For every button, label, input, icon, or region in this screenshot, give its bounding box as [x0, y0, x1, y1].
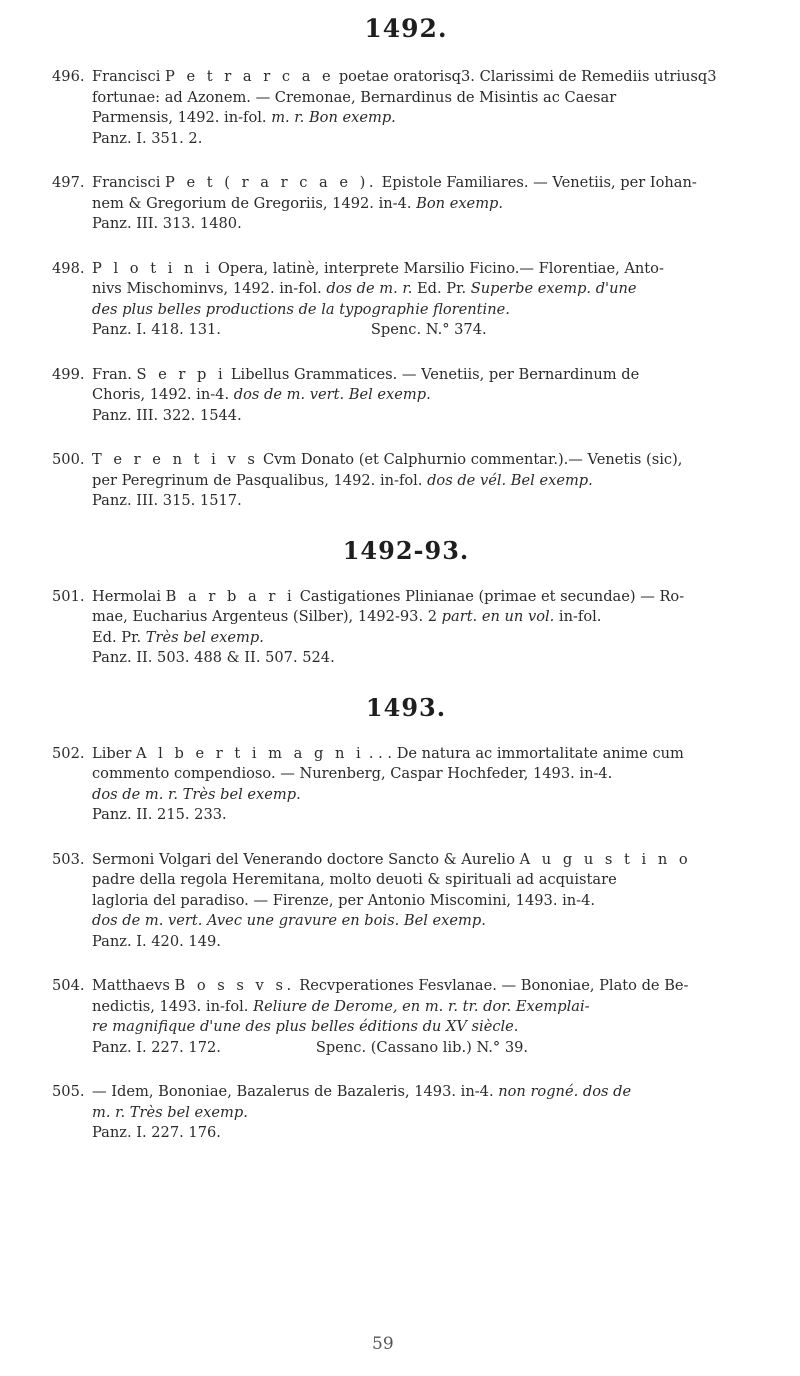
binding-note: non rogné. dos de: [498, 1083, 632, 1100]
entry-line: re magnifique d'une des plus belles éditions du XV siècle.: [92, 1018, 519, 1035]
binding-note: Bon exemp.: [416, 194, 504, 212]
author-name: A l b e r t i m a g n i: [135, 744, 365, 762]
entry-number: 505.: [52, 1083, 85, 1100]
entry-number: 501.: [52, 587, 85, 605]
panzer-reference: Panz. I. 418. 131. Spenc. N.° 374.: [92, 321, 487, 338]
entry-line: Matthaevs B o s s v s. Recvperationes Fesvlanae. — Bononiae, Plato de Be-: [92, 977, 689, 994]
spencer-reference: Spenc. N.° 374.: [370, 321, 487, 338]
entry-line: P l o t i n i Opera, latinè, interprete Marsilio Ficino.— Florentiae, Anto-: [92, 259, 664, 277]
catalogue-entry-502: [52, 744, 760, 826]
spencer-reference: Spenc. (Cassano lib.) N.° 39.: [315, 1038, 529, 1056]
author-name: P l o t i n i: [92, 259, 214, 277]
entry-number: 500.: [52, 451, 85, 468]
entry-number: 503.: [52, 850, 85, 868]
catalogue-entry-498: [52, 259, 760, 341]
entry-number: 497.: [52, 174, 85, 191]
panzer-reference: Panz. III. 315. 1517.: [92, 492, 242, 509]
catalogue-entry-503: [52, 850, 760, 953]
author-name: A u g u s t i n o: [519, 850, 692, 868]
binding-note: Reliure de Derome, en m. r. tr. dor. Exemplai-: [253, 997, 590, 1015]
catalogue-entry-496: [52, 67, 760, 149]
catalogue-entry-499: [52, 365, 760, 427]
year-heading-1493: 1493.: [365, 692, 447, 722]
author-name: T e r e n t i v s: [92, 451, 259, 468]
page-number: 59: [372, 1334, 394, 1354]
catalogue-entry-500: [52, 450, 760, 512]
binding-note: Très bel exemp.: [145, 628, 264, 646]
entry-line: per Peregrinum de Pasqualibus, 1492. in-fol. dos de vél. Bel exemp.: [92, 471, 593, 489]
entry-line: Francisci P e t r a r c a e poetae oratorisq3. Clarissimi de Remediis utriusq3: [92, 68, 717, 85]
panzer-reference: Panz. III. 322. 1544.: [92, 406, 242, 424]
entry-line: Hermolai B a r b a r i Castigationes Plinianae (primae et secundae) — Ro-: [92, 587, 685, 605]
panzer-reference: Panz. I. 351. 2.: [92, 129, 203, 147]
entry-line: nivs Mischominvs, 1492. in-fol. dos de m. r. Ed. Pr. Superbe exemp. d'une: [92, 280, 637, 297]
panzer-reference: Panz. I. 420. 149.: [92, 932, 221, 950]
year-heading-1492-93: 1492-93.: [342, 535, 470, 565]
binding-note: dos de m. vert. Avec une gravure en bois. Bel exemp.: [92, 912, 486, 929]
entry-number: 496.: [52, 68, 85, 85]
binding-note: dos de vél. Bel exemp.: [427, 471, 593, 489]
entry-line: Ed. Pr. Très bel exemp.: [92, 628, 264, 646]
panzer-reference: Panz. I. 227. 176.: [92, 1124, 221, 1141]
author-name: B o s s v s.: [174, 977, 295, 994]
author-name: P e t r a r c a e: [165, 68, 335, 85]
entry-line: m. r. Très bel exemp.: [92, 1103, 248, 1121]
author-name: P e t ( r a r c a e ).: [165, 174, 378, 191]
panzer-reference: Panz. II. 215. 233.: [92, 806, 227, 823]
binding-note: Superbe exemp. d'une: [470, 280, 637, 297]
author-name: S e r p i: [136, 365, 227, 383]
entry-line: nem & Gregorium de Gregoriis, 1492. in-4. Bon exemp.: [92, 194, 504, 212]
binding-note: dos de m. r. Très bel exemp.: [92, 785, 301, 803]
entry-number: 499.: [52, 365, 85, 383]
panzer-reference: Panz. I. 227. 172. Spenc. (Cassano lib.) N.° 39.: [92, 1038, 529, 1056]
entry-line: Fran. S e r p i Libellus Grammatices. — Venetiis, per Bernardinum de: [92, 365, 640, 383]
entry-line: Sermoni Volgari del Venerando doctore Sancto & Aurelio A u g u s t i n o: [92, 850, 692, 868]
entry-line: padre della regola Heremitana, molto deuoti & spirituali ad acquistare: [92, 871, 617, 888]
catalogue-entry-501: [52, 587, 760, 669]
entry-line: Parmensis, 1492. in-fol. m. r. Bon exemp.: [92, 109, 396, 126]
entry-line: lagloria del paradiso. — Firenze, per Antonio Miscomini, 1493. in-4.: [92, 891, 596, 909]
entry-line: des plus belles productions de la typographie florentine.: [92, 300, 510, 318]
panzer-reference: Panz. II. 503. 488 & II. 507. 524.: [92, 649, 335, 666]
entry-number: 498.: [52, 259, 85, 277]
catalogue-entry-497: [52, 173, 760, 235]
catalogue-entry-505: [52, 1082, 760, 1144]
entry-number: 504.: [52, 977, 85, 994]
entry-line: mae, Eucharius Argenteus (Silber), 1492-93. 2 part. en un vol. in-fol.: [92, 608, 602, 625]
entry-line: Francisci P e t ( r a r c a e ). Epistole Familiares. — Venetiis, per Iohan-: [92, 174, 697, 191]
entry-line: fortunae: ad Azonem. — Cremonae, Bernardinus de Misintis ac Caesar: [92, 88, 617, 106]
entry-line: T e r e n t i v s Cvm Donato (et Calphurnio commentar.).— Venetis (sic),: [92, 451, 683, 468]
catalogue-entry-504: [52, 976, 760, 1058]
entry-line: — Idem, Bononiae, Bazalerus de Bazaleris, 1493. in-4. non rogné. dos de: [92, 1083, 632, 1100]
binding-note: m. r. Bon exemp.: [271, 109, 396, 126]
entry-line: nedictis, 1493. in-fol. Reliure de Derome, en m. r. tr. dor. Exemplai-: [92, 997, 590, 1015]
entry-line: commento compendioso. — Nurenberg, Caspar Hochfeder, 1493. in-4.: [92, 765, 613, 782]
entry-line: Choris, 1492. in-4. dos de m. vert. Bel exemp.: [92, 386, 431, 403]
entry-number: 502.: [52, 744, 85, 762]
author-name: B a r b a r i: [165, 587, 296, 605]
year-heading-1492: 1492.: [364, 14, 448, 43]
entry-line: Liber A l b e r t i m a g n i . . . De natura ac immortalitate anime cum: [92, 744, 684, 762]
panzer-reference: Panz. III. 313. 1480.: [92, 215, 242, 232]
binding-note: dos de m. vert. Bel exemp.: [233, 386, 431, 403]
